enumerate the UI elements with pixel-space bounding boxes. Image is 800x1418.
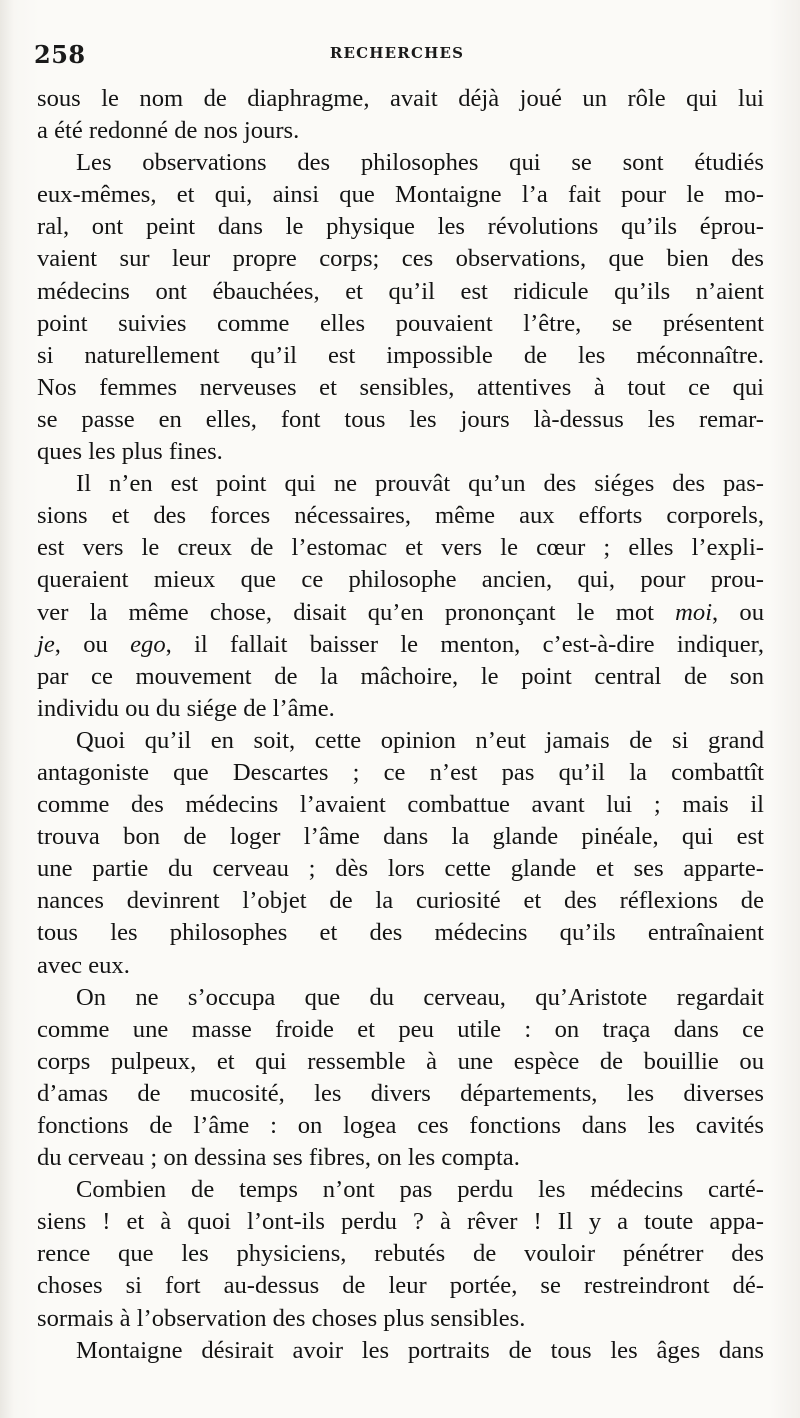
text-line: On ne s’occupa que du cerveau, qu’Aristote regardait <box>76 983 764 1011</box>
text-line: sormais à l’observation des choses plus sensibles. <box>37 1304 526 1332</box>
text-line: par ce mouvement de la mâchoire, le point central de son <box>37 662 764 690</box>
paragraph <box>37 147 764 468</box>
text-line: corps pulpeux, et qui ressemble à une espèce de bouillie ou <box>37 1047 764 1075</box>
paragraph <box>37 982 764 1175</box>
text-line: sions et des forces nécessaires, même aux efforts corporels, <box>37 502 764 530</box>
text-line: trouva bon de loger l’âme dans la glande pinéale, qui est <box>37 823 764 851</box>
page-header <box>32 36 762 68</box>
text-line: je, ou ego, il fallait baisser le menton, c’est-à-dire indiquer, <box>37 630 764 658</box>
text-line: si naturellement qu’il est impossible de les méconnaître. <box>37 341 764 369</box>
text-line: eux-mêmes, et qui, ainsi que Montaigne l’a fait pour le mo- <box>37 181 764 209</box>
page-number: 258 <box>34 40 86 69</box>
text-line: fonctions de l’âme : on logea ces fonctions dans les cavités <box>37 1112 764 1139</box>
paragraph <box>37 725 764 982</box>
text-line: comme des médecins l’avaient combattue avant lui ; mais il <box>37 791 764 819</box>
text-line: nances devinrent l’objet de la curiosité et des réflexions de <box>37 887 764 915</box>
text-line: tous les philosophes et des médecins qu’ils entraînaient <box>37 919 764 947</box>
text-line: ver la même chose, disait qu’en prononçant le mot moi, ou <box>37 598 764 626</box>
text-line: vaient sur leur propre corps; ces observations, que bien des <box>37 245 764 273</box>
text-line: point suivies comme elles pouvaient l’être, se présentent <box>37 309 764 337</box>
text-line: Il n’en est point qui ne prouvât qu’un des siéges des pas- <box>76 470 764 498</box>
text-line: ques les plus fines. <box>37 438 223 466</box>
paragraph <box>37 1174 764 1334</box>
text-line: choses si fort au-dessus de leur portée, se restreindront dé- <box>37 1272 764 1300</box>
text-line: d’amas de mucosité, les divers départements, les diverses <box>37 1079 764 1107</box>
running-head: RECHERCHES <box>329 44 465 62</box>
text-line: queraient mieux que ce philosophe ancien, qui, pour prou- <box>37 566 764 594</box>
text-line: antagoniste que Descartes ; ce n’est pas qu’il la combattît <box>37 758 764 786</box>
text-line: Quoi qu’il en soit, cette opinion n’eut jamais de si grand <box>76 726 764 754</box>
text-line: individu ou du siége de l’âme. <box>37 694 335 722</box>
paragraph <box>37 83 764 147</box>
text-line: comme une masse froide et peu utile : on traça dans ce <box>37 1015 764 1043</box>
paragraph <box>37 468 764 725</box>
text-line: une partie du cerveau ; dès lors cette glande et ses apparte- <box>37 855 764 883</box>
text-line: rence que les physiciens, rebutés de vouloir pénétrer des <box>37 1240 764 1268</box>
text-line: Montaigne désirait avoir les portraits de tous les âges dans <box>76 1336 764 1364</box>
text-line: siens ! et à quoi l’ont-ils perdu ? à rêver ! Il y a toute appa- <box>37 1208 764 1236</box>
text-line: ral, ont peint dans le physique les révolutions qu’ils éprou- <box>37 213 764 241</box>
text-line: du cerveau ; on dessina ses fibres, on les compta. <box>37 1144 520 1172</box>
text-line: Les observations des philosophes qui se sont étudiés <box>76 149 764 177</box>
text-line: avec eux. <box>37 951 130 979</box>
paragraph <box>37 1335 764 1367</box>
text-line: Combien de temps n’ont pas perdu les médecins carté- <box>76 1176 764 1204</box>
text-line: médecins ont ébauchées, et qu’il est ridicule qu’ils n’aient <box>37 277 764 305</box>
text-line: a été redonné de nos jours. <box>37 117 300 145</box>
text-line: Nos femmes nerveuses et sensibles, attentives à tout ce qui <box>37 373 764 401</box>
text-line: se passe en elles, font tous les jours là-dessus les remar- <box>37 405 764 433</box>
text-line: est vers le creux de l’estomac et vers le cœur ; elles l’expli- <box>37 534 764 562</box>
text-line: sous le nom de diaphragme, avait déjà joué un rôle qui lui <box>37 85 764 112</box>
body-text <box>37 83 764 1367</box>
